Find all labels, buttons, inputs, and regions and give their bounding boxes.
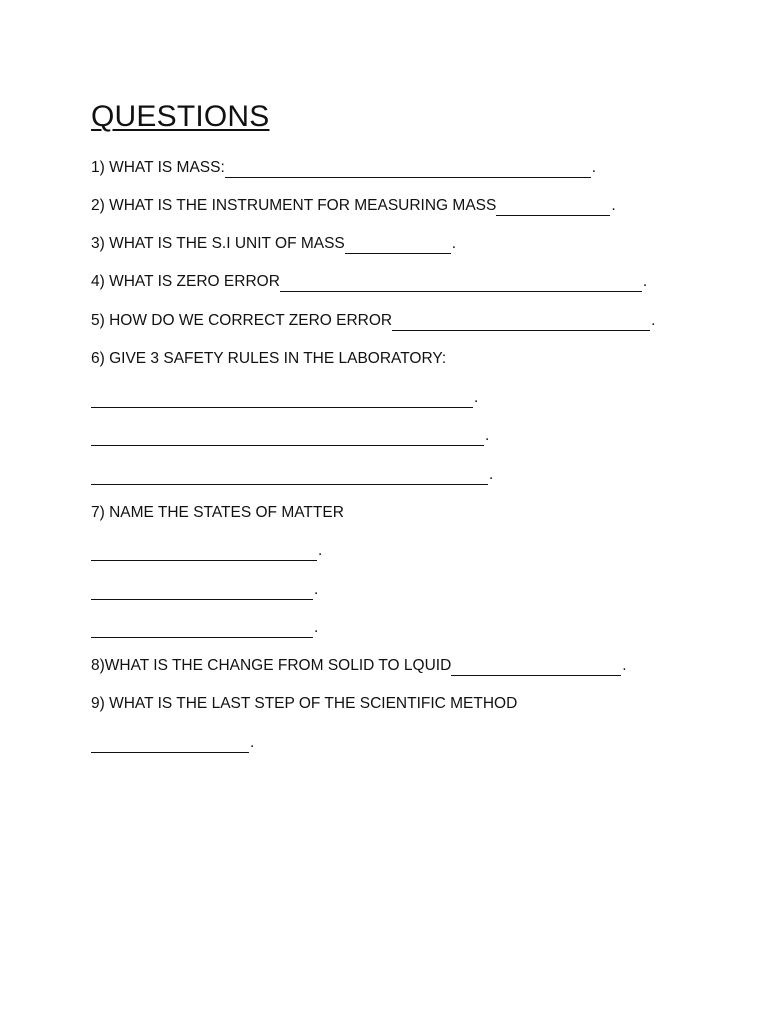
answer-blank-3[interactable]	[345, 236, 451, 254]
question-2-text: 2) WHAT IS THE INSTRUMENT FOR MEASURING MASS	[91, 197, 497, 214]
question-9	[91, 694, 517, 714]
safety-rule-3-end: .	[489, 466, 494, 483]
question-4-text: 4) WHAT IS ZERO ERROR	[91, 273, 280, 290]
safety-rule-line-1	[91, 388, 478, 408]
answer-blank-9[interactable]	[91, 735, 249, 753]
answer-blank-7b[interactable]	[91, 582, 313, 600]
state-of-matter-3-end: .	[314, 619, 319, 636]
question-3	[91, 234, 456, 254]
state-of-matter-line-1	[91, 541, 322, 561]
answer-blank-8[interactable]	[451, 658, 621, 676]
scientific-method-line	[91, 733, 254, 753]
scientific-method-end: .	[250, 734, 255, 751]
answer-blank-6a[interactable]	[91, 390, 473, 408]
state-of-matter-line-2	[91, 580, 318, 600]
question-6	[91, 349, 446, 369]
answer-blank-1[interactable]	[225, 160, 591, 178]
state-of-matter-line-3	[91, 618, 318, 638]
state-of-matter-2-end: .	[314, 581, 319, 598]
question-5-end: .	[651, 312, 656, 329]
page-title: QUESTIONS	[91, 100, 270, 133]
answer-blank-7a[interactable]	[91, 543, 317, 561]
answer-blank-7c[interactable]	[91, 620, 313, 638]
question-3-text: 3) WHAT IS THE S.I UNIT OF MASS	[91, 235, 345, 252]
question-7	[91, 503, 344, 523]
safety-rule-line-3	[91, 465, 493, 485]
question-1-end: .	[591, 159, 597, 176]
question-4	[91, 272, 647, 292]
question-3-end: .	[451, 235, 457, 252]
safety-rule-line-2	[91, 426, 489, 446]
safety-rule-1-end: .	[474, 389, 479, 406]
question-1	[91, 158, 596, 178]
safety-rule-2-end: .	[485, 427, 490, 444]
question-7-text: 7) NAME THE STATES OF MATTER	[91, 504, 344, 521]
question-1-text: 1) WHAT IS MASS:	[91, 159, 225, 176]
answer-blank-2[interactable]	[496, 198, 610, 216]
answer-blank-5[interactable]	[392, 313, 650, 331]
answer-blank-6c[interactable]	[91, 467, 488, 485]
question-5	[91, 311, 655, 331]
question-2	[91, 196, 616, 216]
question-9-text: 9) WHAT IS THE LAST STEP OF THE SCIENTIFIC METHOD	[91, 695, 518, 712]
question-8-text: 8)WHAT IS THE CHANGE FROM SOLID TO LQUID	[91, 657, 452, 674]
question-8-end: .	[622, 657, 627, 674]
question-5-text: 5) HOW DO WE CORRECT ZERO ERROR	[91, 312, 393, 329]
answer-blank-4[interactable]	[280, 274, 642, 292]
question-6-text: 6) GIVE 3 SAFETY RULES IN THE LABORATORY:	[91, 350, 447, 367]
question-2-end: .	[611, 197, 616, 214]
state-of-matter-1-end: .	[318, 542, 323, 559]
question-8	[91, 656, 627, 676]
question-4-end: .	[642, 273, 648, 290]
answer-blank-6b[interactable]	[91, 428, 484, 446]
